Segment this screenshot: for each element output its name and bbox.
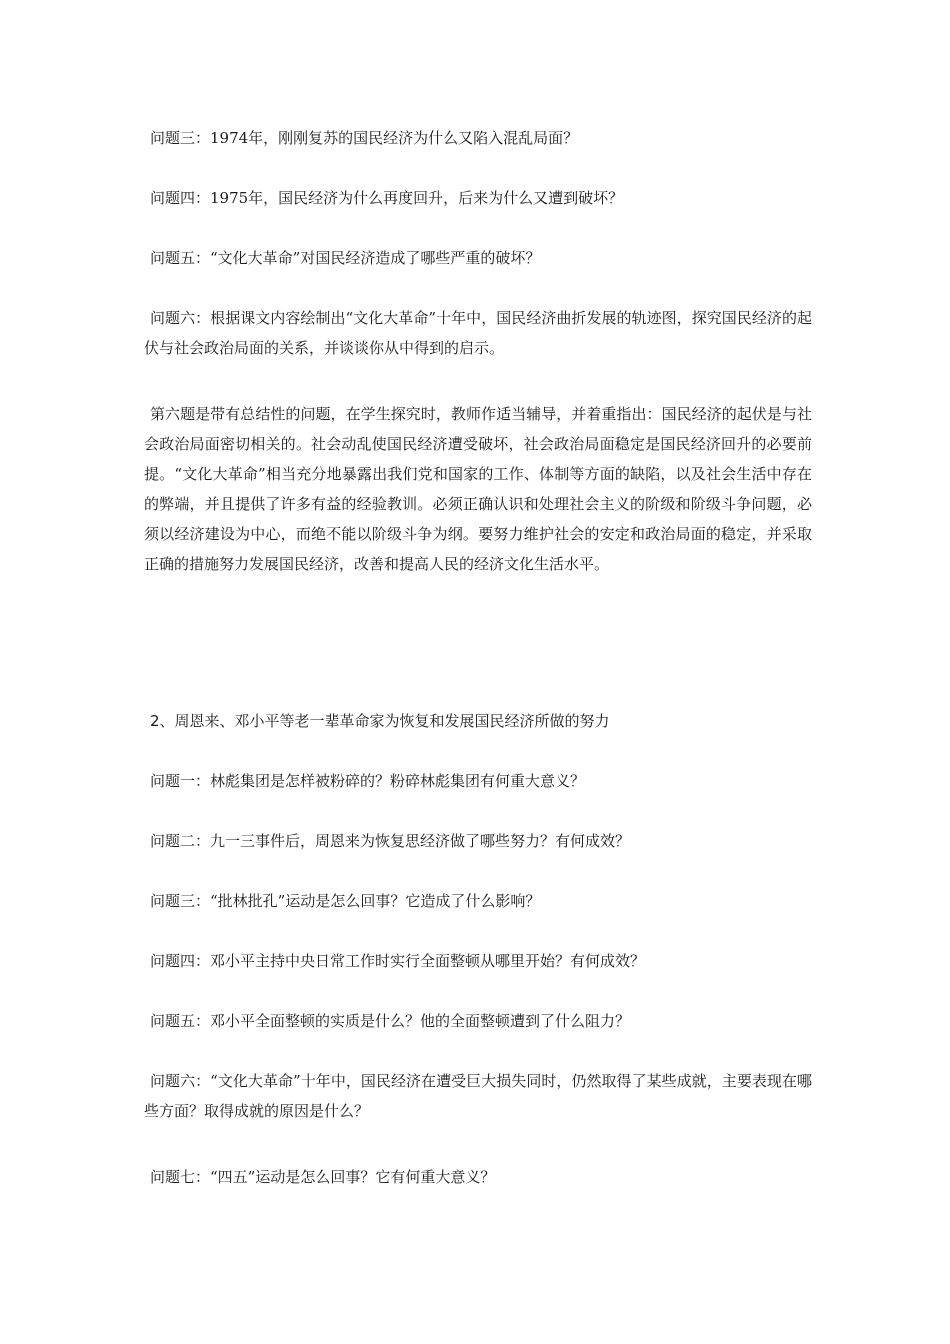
question-3-1974-economy: 问题三：1974年，刚刚复苏的国民经济为什么又陷入混乱局面？: [150, 129, 579, 147]
question-5-rectification-essence: 问题五：邓小平全面整顿的实质是什么？他的全面整顿遭到了什么阻力？: [150, 1012, 631, 1030]
summary-paragraph: 第六题是带有总结性的问题，在学生探究时，教师作适当辅导，并着重指出：国民经济的起伏是与社会政治局面密切相关的。社会动乱使国民经济遭受破坏，社会政治局面稳定是国民经济回升的必要前提。“文化大革命”相当充分地暴露出我们党和国家的工作、体制等方面的缺陷，以及社会生活中存在的弊端，并且提供了许多有益的经验教训。必须正确认识和处理社会主义的阶级和阶级斗争问题，必须以经济建设为中心，而绝不能以阶级斗争为纲。要努力维护社会的安定和政治局面的稳定，并采取正确的措施努力发展国民经济，改善和提高人民的经济文化生活水平。: [144, 405, 812, 573]
question-1-lin-biao: 问题一：林彪集团是怎样被粉碎的？粉碎林彪集团有何重大意义？: [150, 772, 586, 790]
question-6-achievements: 问题六：“文化大革命”十年中，国民经济在遭受巨大损失同时，仍然取得了某些成就，主要表现在哪些方面？取得成就的原因是什么？: [144, 1072, 812, 1120]
question-4-deng-xiaoping-rectification: 问题四：邓小平主持中央日常工作时实行全面整顿从哪里开始？有何成效？: [150, 952, 646, 970]
question-7-april-fifth-movement: 问题七：“四五”运动是怎么回事？它有何重大意义？: [150, 1168, 496, 1186]
question-2-zhou-enlai: 问题二：九一三事件后，周恩来为恢复思经济做了哪些努力？有何成效？: [150, 832, 631, 850]
question-3-pi-lin-pi-kong: 问题三：“批林批孔”运动是怎么回事？它造成了什么影响？: [150, 892, 541, 910]
question-4-1975-economy: 问题四：1975年，国民经济为什么再度回升，后来为什么又遭到破坏？: [150, 189, 624, 207]
section-heading-2: 2、周恩来、邓小平等老一辈革命家为恢复和发展国民经济所做的努力: [150, 712, 610, 730]
question-5-cultural-revolution-damage: 问题五：“文化大革命”对国民经济造成了哪些严重的破坏？: [150, 249, 541, 267]
question-6-trajectory-chart: 问题六：根据课文内容绘制出“文化大革命”十年中，国民经济曲折发展的轨迹图，探究国民经济的起伏与社会政治局面的关系，并谈谈你从中得到的启示。: [144, 309, 812, 357]
